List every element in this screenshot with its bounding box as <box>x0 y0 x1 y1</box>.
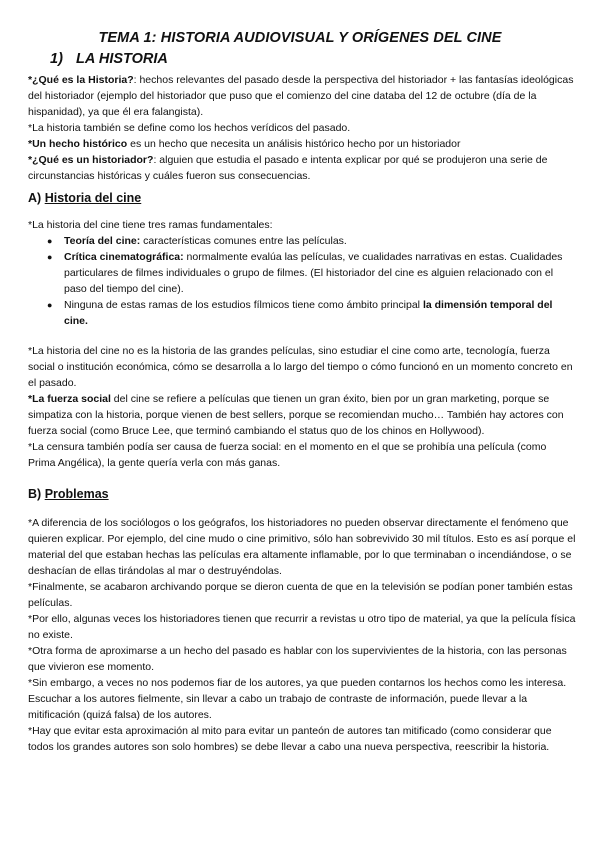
intro-paragraph: *¿Qué es un historiador?: alguien que estudia el pasado e intenta explicar por qué se produjeron una serie de circunstancias históricas y cuáles fueron sus consecuencias. <box>28 154 548 182</box>
intro-paragraph: *Un hecho histórico es un hecho que necesita un análisis histórico hecho por un historiador <box>28 138 461 150</box>
heading-la-historia <box>50 51 168 67</box>
section-b-paragraph: *Hay que evitar esta aproximación al mito para evitar un panteón de autores tan mitificado (como considerar que todos los grandes autores son solo hombres) se debe llevar a cabo una nueva perspectiva, reescribir la historia. <box>28 725 552 753</box>
section-title: Historia del cine <box>44 191 142 205</box>
heading-number: 1) <box>50 51 63 67</box>
section-b-paragraph: *Por ello, algunas veces los historiadores tienen que recurrir a revistas u otro tipo de material, ya que la película física no existe. <box>28 613 576 641</box>
list-item: ● Crítica cinematográfica: normalmente evalúa las películas, ve cualidades narrativas en estas. Cualidades particulares de filmes individuales o grupo de filmes. (El historiador del cine es alguien relacionado con el paso del tiempo del cine). <box>28 249 576 297</box>
section-b-paragraph: *A diferencia de los sociólogos o los geógrafos, los historiadores no pueden observar directamente el fenómeno que quieren explicar. Por ejemplo, del cine mudo o cine primitivo, sólo han sobrevivido 30 mil títulos. Esto es así porque el material del que estaban hechas las películas era altamente inflamable, por lo que terminaban o incendiándose, o se deshacían de ellas tirándolas al mar o destruyéndolas. <box>28 517 576 577</box>
intro-paragraph: *La historia también se define como los hechos verídicos del pasado. <box>28 122 351 134</box>
section-a-paragraph: *La historia del cine no es la historia de las grandes películas, sino estudiar el cine como arte, tecnología, fuerza social o institución económica, cómo se desarrolla a lo largo del tiempo o cómo funcionó en un momento concreto en el pasado. <box>28 345 573 389</box>
list-item: ● Ninguna de estas ramas de los estudios fílmicos tiene como ámbito principal la dimensión temporal del cine. <box>28 297 576 329</box>
section-title: Problemas <box>44 487 109 501</box>
section-b-paragraph: *Otra forma de aproximarse a un hecho del pasado es hablar con los supervivientes de la historia, con las personas que vivieron ese momento. <box>28 645 567 673</box>
document-title: TEMA 1: HISTORIA AUDIOVISUAL Y ORÍGENES DEL CINE <box>98 30 502 46</box>
heading-text: LA HISTORIA <box>76 51 168 67</box>
intro-block <box>28 72 576 184</box>
section-a-heading <box>28 191 141 205</box>
section-a-lead: *La historia del cine tiene tres ramas fundamentales: <box>28 219 273 231</box>
section-a-list <box>28 233 576 329</box>
section-b-heading <box>28 487 109 501</box>
section-letter: B) <box>28 487 42 501</box>
section-b-paragraph: *Sin embargo, a veces no nos podemos fiar de los autores, ya que pueden contarnos los hechos como les interesa. Escuchar a los autores fielmente, sin llevar a cabo un trabajo de contraste de información, puede llevar a la mitificación (quizá falsa) de los autores. <box>28 677 567 721</box>
intro-paragraph: *¿Qué es la Historia?: hechos relevantes del pasado desde la perspectiva del historiador + las fantasías ideológicas del historiador (ejemplo del historiador que puso que el comienzo del cine databa del 12 de octubre (día de la hispanidad), ya que él era falangista). <box>28 74 574 118</box>
section-letter: A) <box>28 191 42 205</box>
section-a-body <box>28 217 576 471</box>
section-b-paragraph: *Finalmente, se acabaron archivando porque se dieron cuenta de que en la televisión se podían poner también estas películas. <box>28 581 573 609</box>
section-a-paragraph: *La fuerza social del cine se refiere a películas que tienen un gran éxito, bien por un gran marketing, porque se simpatiza con la historia, porque vienen de best sellers, porque se recomiendan mucho… También hay actores con fuerza social (como Bruce Lee, que terminó cambiando el status quo de los chinos en Hollywood). <box>28 393 564 437</box>
list-item: ● Teoría del cine: características comunes entre las películas. <box>28 233 576 249</box>
section-a-paragraph: *La censura también podía ser causa de fuerza social: en el momento en el que se prohibía una película (como Prima Angélica), la gente quería verla con más ganas. <box>28 441 547 469</box>
section-b-body <box>28 515 576 755</box>
